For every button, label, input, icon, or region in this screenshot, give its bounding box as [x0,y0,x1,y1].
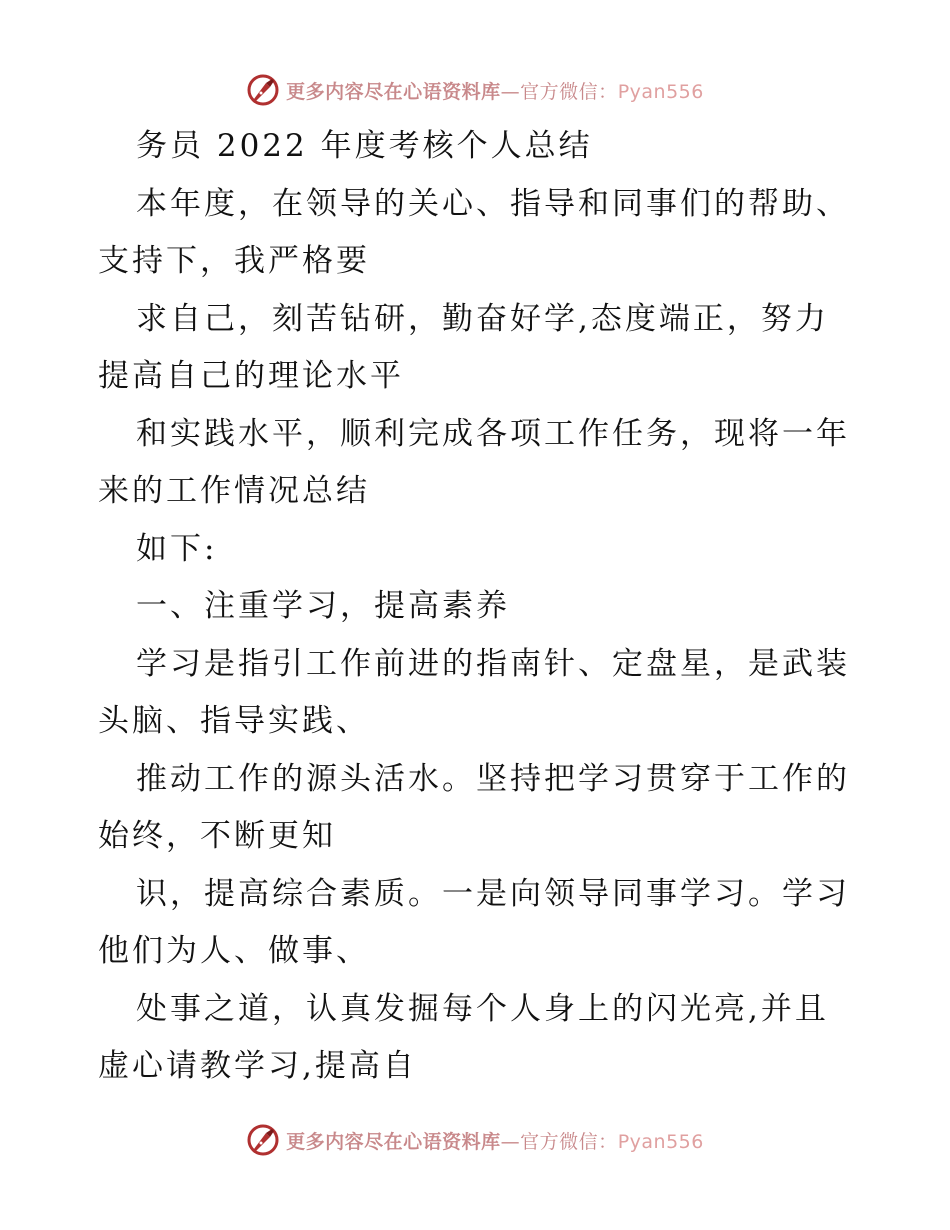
text-line: 求自己，刻苦钻研，勤奋好学,态度端正，努力 [136,300,829,337]
header-banner [0,70,950,110]
text-line: 和实践水平，顺利完成各项工作任务，现将一年 [136,415,850,452]
footer-banner [0,1120,950,1160]
text-line: 他们为人、做事、 [98,933,370,969]
text-line: 提高自己的理论水平 [98,358,404,394]
banner-wechat-id: Pyan556 [617,80,704,103]
banner-dash: — [500,80,521,103]
text-line: 一、注重学习，提高素养 [136,588,510,624]
banner-contact-label: 官方微信： [520,80,618,103]
text-line: 推动工作的源头活水。坚持把学习贯穿于工作的 [136,760,850,797]
text-line: 虚心请教学习,提高自 [98,1048,417,1084]
text-line: 本年度，在领导的关心、指导和同事们的帮助、 [136,185,850,222]
banner-text [286,77,704,104]
text-line: 如下: [136,530,218,567]
banner-slogan: 更多内容尽在心语资料库 [286,80,501,103]
document-body [98,118,858,1096]
pen-nib-logo-icon [246,1123,280,1157]
text-line: 务员 2022 年度考核个人总结 [136,128,593,164]
text-line: 处事之道，认真发掘每个人身上的闪光亮,并且 [136,990,829,1027]
banner-slogan: 更多内容尽在心语资料库 [286,1130,501,1153]
banner-text [286,1127,704,1154]
pen-nib-logo-icon [246,73,280,107]
text-line: 学习是指引工作前进的指南针、定盘星，是武装 [136,645,850,682]
banner-wechat-id: Pyan556 [617,1130,704,1153]
text-line: 支持下，我严格要 [98,243,370,279]
banner-contact-label: 官方微信： [520,1130,618,1153]
text-line: 头脑、指导实践、 [98,703,370,739]
text-line: 来的工作情况总结 [98,473,370,509]
text-line: 始终，不断更知 [98,818,336,854]
banner-dash: — [500,1130,521,1153]
text-line: 识，提高综合素质。一是向领导同事学习。学习 [136,875,850,912]
